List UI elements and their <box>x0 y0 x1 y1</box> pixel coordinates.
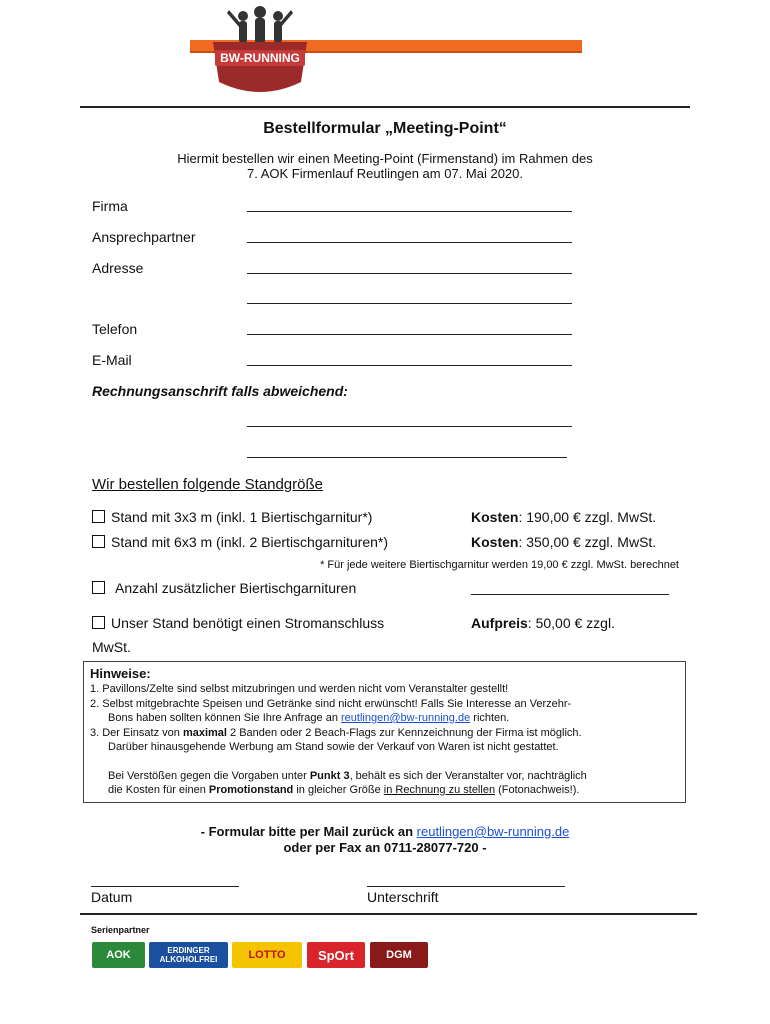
hint-note <box>90 769 679 798</box>
input-adresse-2[interactable] <box>247 303 572 304</box>
note-bold-punkt: Punkt 3 <box>309 769 350 782</box>
checkbox-stand-6x3[interactable] <box>92 535 105 548</box>
note-line2-start: die Kosten für einen <box>108 784 206 796</box>
stand-heading: Wir bestellen folgende Standgröße <box>92 476 323 493</box>
option-stand-3x3[interactable] <box>92 509 372 525</box>
datum-label: Datum <box>91 889 133 905</box>
note-mid: , behält es sich der Veranstalter vor, nachträglich <box>349 769 587 782</box>
cost-label: Kosten <box>471 509 519 525</box>
intro-line-1: Hiermit bestellen wir einen Meeting-Point (Firmenstand) im Rahmen des <box>177 151 593 166</box>
input-adresse-1[interactable] <box>247 273 572 274</box>
input-email[interactable] <box>247 365 572 366</box>
cost-power <box>471 615 615 631</box>
label-ansprechpartner: Ansprechpartner <box>92 229 196 245</box>
partner-logo-sport: SpOrt <box>307 942 365 968</box>
checkbox-stand-3x3[interactable] <box>92 510 105 523</box>
input-ansprechpartner[interactable] <box>247 242 572 243</box>
input-billing-2[interactable] <box>247 457 567 458</box>
hint-2 <box>90 697 679 726</box>
datum-line[interactable] <box>91 886 239 887</box>
footer-line-1 <box>0 824 770 839</box>
hint-1: 1. Pavillons/Zelte sind selbst mitzubringen und werden nicht vom Veranstalter gestellt! <box>90 683 509 695</box>
cost-value: : 190,00 € zzgl. MwSt. <box>518 509 657 525</box>
hint-3-line-2: Darüber hinausgehende Werbung am Stand sowie der Verkauf von Waren ist nicht gestattet. <box>108 741 559 753</box>
footer-email-link[interactable]: reutlingen@bw-running.de <box>416 824 570 839</box>
option-stand-6x3-label: Stand mit 6x3 m (inkl. 2 Biertischgarnituren*) <box>111 534 388 550</box>
checkbox-extra-tables[interactable] <box>92 581 105 594</box>
option-stand-3x3-label: Stand mit 3x3 m (inkl. 1 Biertischgarnitur*) <box>111 509 373 525</box>
cost-value: : 350,00 € zzgl. MwSt. <box>518 534 657 550</box>
option-stand-6x3[interactable] <box>92 534 388 550</box>
option-extra-tables[interactable] <box>92 580 356 596</box>
input-billing-1[interactable] <box>247 426 572 427</box>
hint-3-start: 3. Der Einsatz von <box>90 726 180 739</box>
cost-label: Aufpreis <box>471 615 528 631</box>
footer-rule <box>80 913 697 915</box>
input-telefon[interactable] <box>247 334 572 335</box>
note-bold-promo: Promotionstand <box>208 784 294 796</box>
note-end: (Fotonachweis!). <box>498 784 580 796</box>
cost-stand-3x3 <box>471 509 656 525</box>
hint-3 <box>90 726 679 755</box>
logo <box>185 2 585 102</box>
cost-value: : 50,00 € zzgl. <box>527 615 615 631</box>
intro-line-2: 7. AOK Firmenlauf Reutlingen am 07. Mai 2020. <box>246 166 524 181</box>
label-email: E-Mail <box>92 352 132 368</box>
footer-line-2: oder per Fax an 0711-28077-720 - <box>283 840 487 855</box>
partner-logo-lotto: LOTTO <box>232 942 302 968</box>
footer-mail-text: - Formular bitte per Mail zurück an <box>200 824 414 839</box>
note-underline: in Rechnung zu stellen <box>383 784 496 796</box>
partner-logo-aok: AOK <box>92 942 145 968</box>
label-telefon: Telefon <box>92 321 138 337</box>
note-size: in gleicher Größe <box>296 784 381 796</box>
hints-box <box>83 661 686 803</box>
cost-label: Kosten <box>471 534 519 550</box>
hint-3-mid: 2 Banden oder 2 Beach-Flags zur Kennzeichnung der Firma ist möglich. <box>230 726 582 739</box>
partner-logo-dgm: DGM <box>370 942 428 968</box>
partner-logo-erdinger <box>149 942 228 968</box>
checkbox-power[interactable] <box>92 616 105 629</box>
input-firma[interactable] <box>247 211 572 212</box>
hint-email-link[interactable]: reutlingen@bw-running.de <box>341 712 471 724</box>
input-extra-tables[interactable] <box>471 594 669 595</box>
header-rule <box>80 106 690 108</box>
cost-stand-6x3 <box>471 534 656 550</box>
signature-line[interactable] <box>367 886 565 887</box>
note-start: Bei Verstößen gegen die Vorgaben unter <box>108 769 307 782</box>
billing-heading: Rechnungsanschrift falls abweichend: <box>92 383 348 399</box>
signature-label: Unterschrift <box>367 889 439 905</box>
logo-text: BW-RUNNING <box>220 51 300 65</box>
power-cost-wrap: MwSt. <box>92 639 131 655</box>
footnote: * Für jede weitere Biertischgarnitur werden 19,00 € zzgl. MwSt. berechnet <box>320 559 679 571</box>
option-extra-tables-label: Anzahl zusätzlicher Biertischgarnituren <box>115 580 357 596</box>
hint-2-end: richten. <box>473 712 510 724</box>
hint-3-bold: maximal <box>182 726 227 739</box>
hint-2-line-1: 2. Selbst mitgebrachte Speisen und Getränke sind nicht erwünscht! Falls Sie Interesse an Verzehr- <box>90 697 572 710</box>
partners-heading: Serienpartner <box>91 925 150 935</box>
partner-logo-erdinger-text: ERDINGER ALKOHOLFREI <box>159 946 218 964</box>
label-adresse: Adresse <box>92 260 144 276</box>
label-firma: Firma <box>92 198 128 214</box>
page-title: Bestellformular „Meeting-Point“ <box>263 120 507 137</box>
hint-2-text: Bons haben sollten können Sie Ihre Anfrage an <box>108 712 338 724</box>
option-power-label: Unser Stand benötigt einen Stromanschluss <box>111 615 385 631</box>
option-power[interactable] <box>92 615 384 631</box>
hints-heading: Hinweise: <box>90 666 151 681</box>
